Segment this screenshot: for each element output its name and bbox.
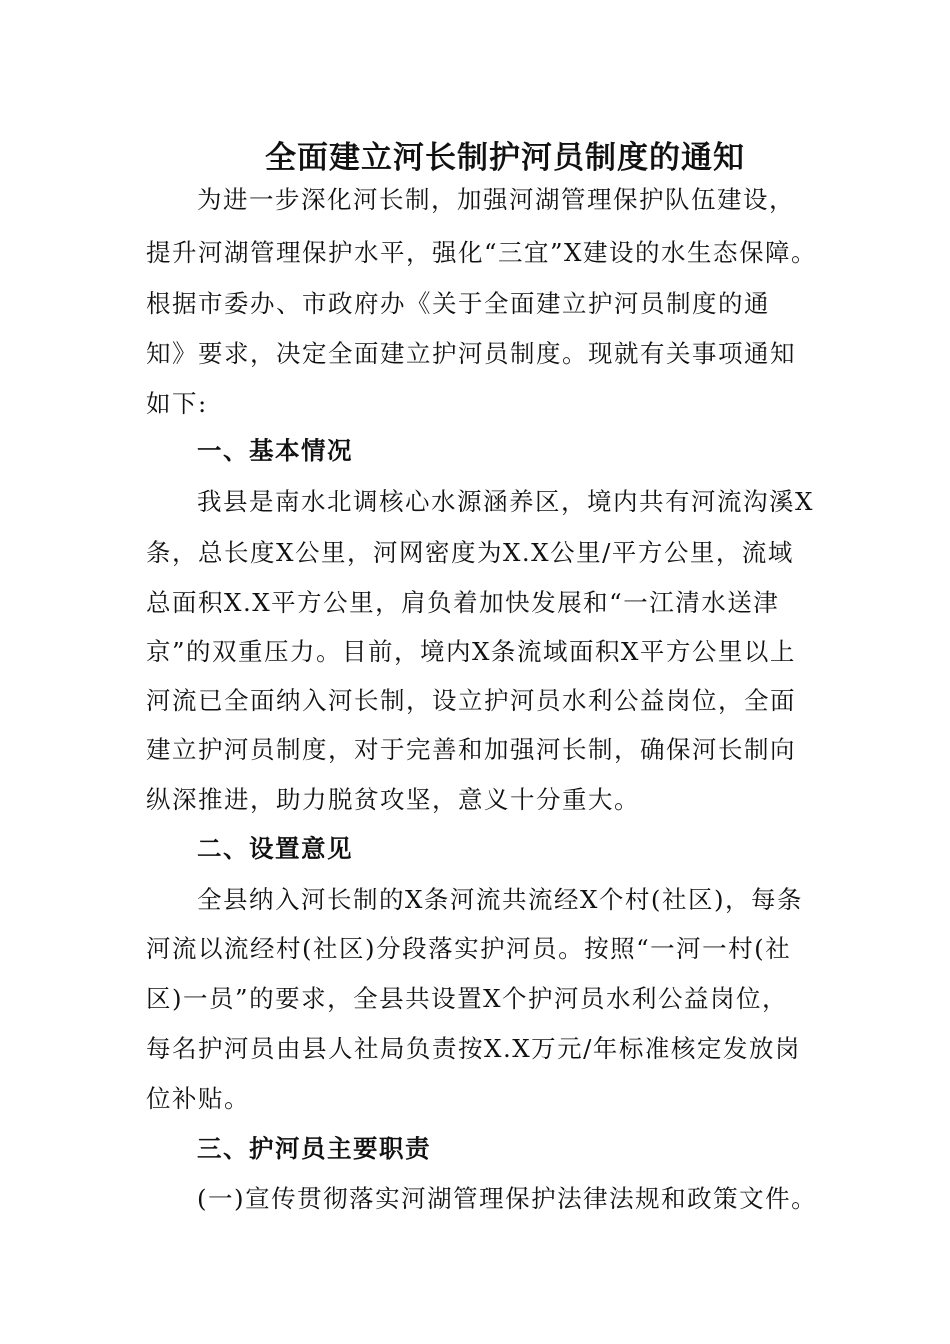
document-title: 全面建立河长制护河员制度的通知	[265, 140, 745, 176]
paragraph-line: 根据市委办、市政府办《关于全面建立护河员制度的通	[146, 289, 770, 318]
paragraph-line: 提升河湖管理保护水平，强化“三宜”X建设的水生态保障。	[146, 238, 817, 267]
paragraph-line: 总面积X.X平方公里，肩负着加快发展和“一江清水送津	[146, 588, 780, 617]
paragraph-line: 河流已全面纳入河长制，设立护河员水利公益岗位，全面	[146, 686, 796, 715]
paragraph-line: 条，总长度X公里，河网密度为X.X公里/平方公里，流域	[146, 538, 794, 567]
paragraph-line: 纵深推进，助力脱贫攻坚，意义十分重大。	[146, 785, 640, 814]
section-heading-basic-situation: 一、基本情况	[197, 436, 353, 465]
section-heading-setup-opinion: 二、设置意见	[197, 834, 353, 863]
paragraph-line: 每名护河员由县人社局负责按X.X万元/年标准核定发放岗	[146, 1034, 801, 1063]
paragraph-line: 知》要求，决定全面建立护河员制度。现就有关事项通知	[146, 339, 796, 368]
paragraph-line: 位补贴。	[146, 1084, 250, 1113]
paragraph-line: (一)宣传贯彻落实河湖管理保护法律法规和政策文件。	[197, 1184, 818, 1213]
paragraph-line: 如下:	[146, 389, 208, 418]
paragraph-line: 建立护河员制度，对于完善和加强河长制，确保河长制向	[146, 735, 796, 764]
paragraph-line: 全县纳入河长制的X条河流共流经X个村(社区)，每条	[197, 885, 803, 914]
paragraph-line: 区)一员”的要求，全县共设置X个护河员水利公益岗位，	[146, 984, 789, 1013]
section-heading-duties: 三、护河员主要职责	[197, 1134, 431, 1163]
paragraph-line: 京”的双重压力。目前，境内X条流域面积X平方公里以上	[146, 637, 796, 666]
paragraph-line: 为进一步深化河长制，加强河湖管理保护队伍建设，	[197, 185, 795, 214]
paragraph-line: 我县是南水北调核心水源涵养区，境内共有河流沟溪X	[197, 487, 814, 516]
paragraph-line: 河流以流经村(社区)分段落实护河员。按照“一河一村(社	[146, 934, 792, 963]
